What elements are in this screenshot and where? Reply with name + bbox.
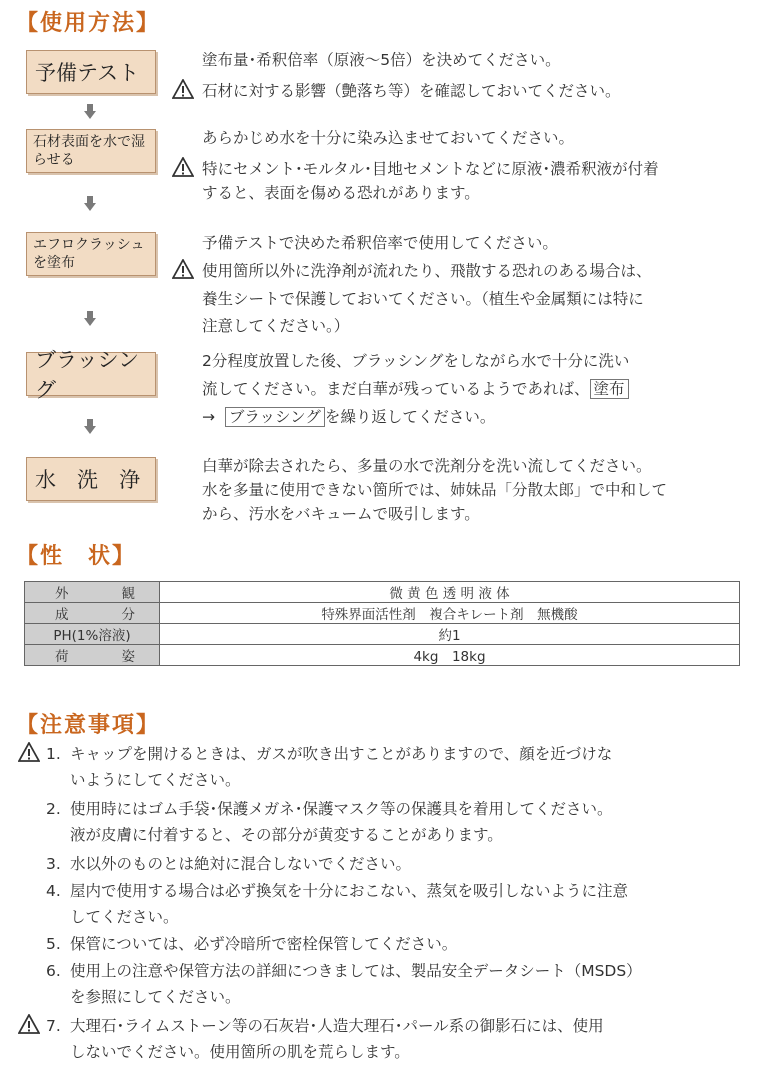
table-row: [25, 603, 740, 624]
down-arrow-icon: [84, 426, 96, 434]
prop-value-appearance: 微 黄 色 透 明 液 体: [160, 582, 740, 603]
step3-warning-text-2: 養生シートで保護しておいてください。（植生や金属類には特に: [202, 290, 644, 308]
table-row: [25, 624, 740, 645]
prop-key-components: 成 分: [25, 603, 160, 624]
step4-line1: 2分程度放置した後、ブラッシングをしながら水で十分に洗い: [202, 352, 630, 370]
warning-triangle-icon: [172, 157, 194, 185]
caution-7: 7. 大理石･ライムストーン等の石灰岩･人造大理石･パール系の御影石には、使用: [18, 1013, 604, 1042]
properties-title: 【性 状】: [16, 544, 137, 569]
step3-warning-text-3: 注意してください。）: [202, 317, 350, 335]
step3-line1: 予備テストで決めた希釈倍率で使用してください。: [202, 234, 558, 252]
prop-value-components: 特殊界面活性剤 複合キレート剤 無機酸: [160, 603, 740, 624]
step5-line1: 白華が除去されたら、多量の水で洗剤分を洗い流してください。: [202, 457, 652, 475]
step3-warning: [172, 258, 652, 287]
caution-7-cont: しないでください。使用箇所の肌を荒らします。: [70, 1043, 410, 1061]
prop-key-packaging: 荷 姿: [25, 645, 160, 666]
step4-line2-row: [202, 376, 629, 402]
caution-3: 3. 水以外のものとは絶対に混合しないでください。: [46, 855, 412, 873]
down-arrow-icon: [84, 203, 96, 211]
prop-key-ph: PH(1%溶液): [25, 624, 160, 645]
caution-2-cont: 液が皮膚に付着すると、その部分が黄変することがあります。: [70, 826, 503, 844]
caution-1: 1. キャップを開けるときは、ガスが吹き出すことがありますので、顔を近づけな: [18, 741, 612, 770]
step4-line2: 流してください。まだ白華が残っているようであれば、: [202, 380, 590, 398]
usage-title: 【使用方法】: [16, 11, 161, 36]
cautions-title: 【注意事項】: [16, 713, 161, 738]
caution-5: 5. 保管については、必ず冷暗所で密栓保管してください。: [46, 935, 458, 953]
down-arrow-icon: [84, 111, 96, 119]
step-box-preliminary-test: 予備テスト: [26, 50, 156, 94]
step1-warning: [172, 78, 621, 107]
step-box-apply-efflocrush: エフロクラッシュを塗布: [26, 232, 156, 276]
properties-table: [24, 581, 740, 666]
step5-line3: から、汚水をバキュームで吸引します。: [202, 505, 480, 523]
ref-brushing: ブラッシング: [225, 407, 325, 427]
step2-warning-text-2: すると、表面を傷める恐れがあります。: [202, 184, 480, 202]
caution-6-cont: を参照にしてください。: [70, 988, 241, 1006]
caution-2: 2. 使用時にはゴム手袋･保護メガネ･保護マスク等の保護具を着用してください。: [46, 800, 613, 818]
step2-line1: あらかじめ水を十分に染み込ませておいてください。: [202, 129, 575, 147]
warning-triangle-icon: [172, 259, 194, 287]
step-box-water-rinse: 水 洗 浄: [26, 457, 156, 501]
warning-triangle-icon: [18, 1014, 46, 1042]
step2-warning-text-1: 特にセメント･モルタル･目地セメントなどに原液･濃希釈液が付着: [202, 160, 659, 178]
warning-triangle-icon: [172, 79, 194, 107]
table-row: [25, 582, 740, 603]
prop-key-appearance: 外 観: [25, 582, 160, 603]
caution-4-cont: してください。: [70, 908, 179, 926]
ref-apply: 塗布: [590, 379, 629, 399]
warning-triangle-icon: [18, 742, 46, 770]
step1-line1: 塗布量･希釈倍率（原液〜5倍）を決めてください。: [202, 51, 561, 69]
prop-value-packaging: 4kg 18kg: [160, 645, 740, 666]
step4-line3: を繰り返してください。: [324, 408, 496, 426]
caution-1-cont: いようにしてください。: [70, 771, 241, 789]
prop-value-ph: 約1: [160, 624, 740, 645]
step4-line3-row: [202, 404, 495, 430]
ref-arrow: →: [202, 408, 215, 426]
step-box-wet-surface: 石材表面を水で湿らせる: [26, 129, 156, 173]
down-arrow-icon: [84, 318, 96, 326]
step5-line2: 水を多量に使用できない箇所では、姉妹品「分散太郎」で中和して: [202, 481, 668, 499]
table-row: [25, 645, 740, 666]
caution-6: 6. 使用上の注意や保管方法の詳細につきましては、製品安全データシート（MSDS）: [46, 962, 642, 980]
step-box-brushing: ブラッシング: [26, 352, 156, 396]
step3-warning-text-1: 使用箇所以外に洗浄剤が流れたり、飛散する恐れのある場合は、: [202, 262, 652, 280]
step1-warning-text: 石材に対する影響（艶落ち等）を確認しておいてください。: [202, 82, 621, 100]
caution-4: 4. 屋内で使用する場合は必ず換気を十分におこない、蒸気を吸引しないように注意: [46, 882, 629, 900]
